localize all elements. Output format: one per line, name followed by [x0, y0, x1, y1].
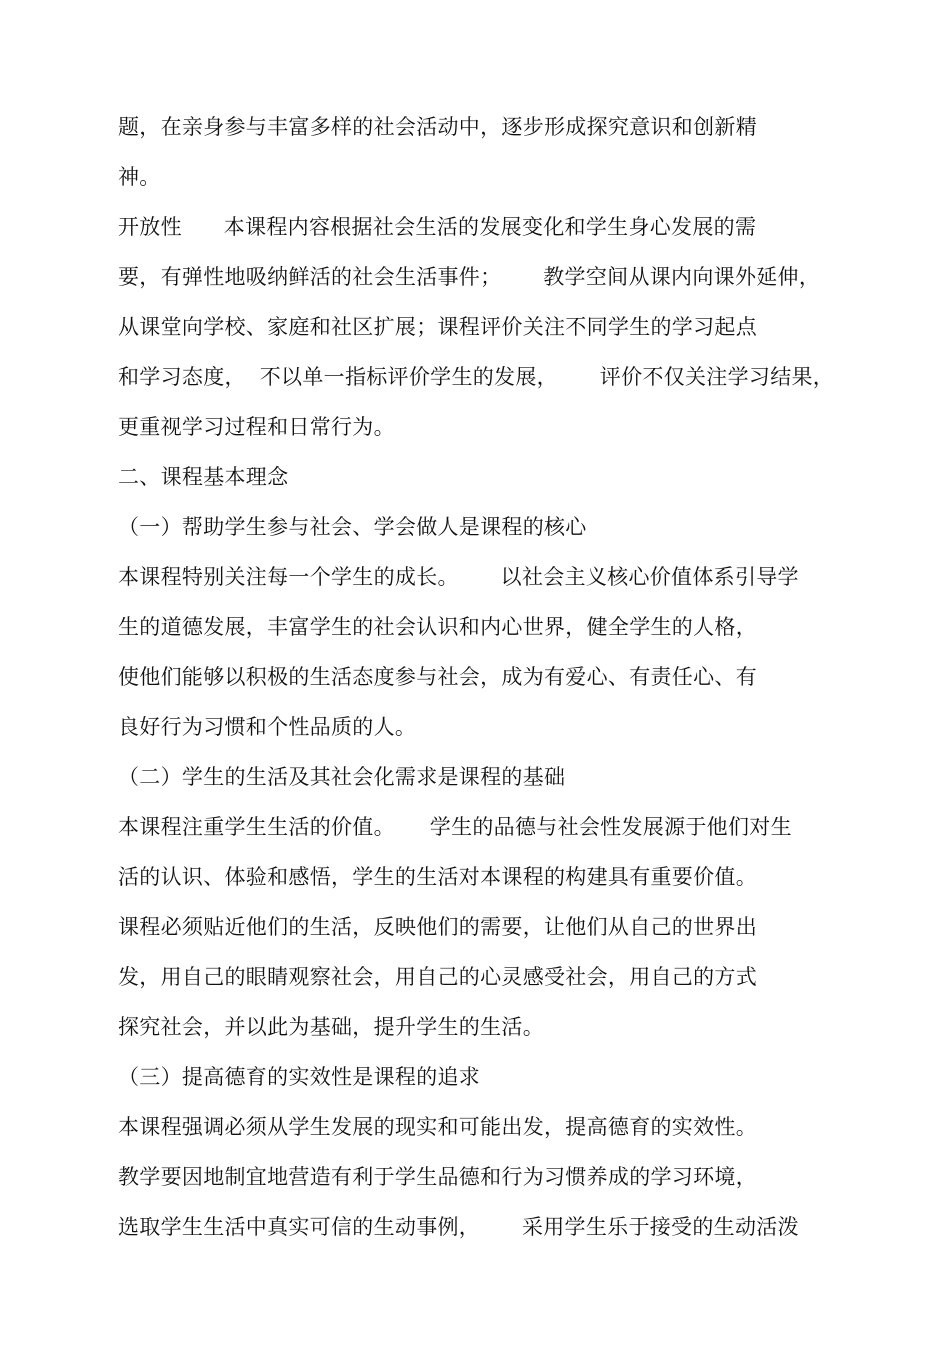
text-line: 和学习态度， 不以单一指标评价学生的发展， 评价不仅关注学习结果， [118, 365, 835, 389]
subsection-heading: （二）学生的生活及其社会化需求是课程的基础 [118, 765, 566, 789]
text-line: 发，用自己的眼睛观察社会，用自己的心灵感受社会，用自己的方式 [118, 965, 757, 989]
text-line: 神。 [118, 165, 161, 189]
subsection-heading: （三）提高德育的实效性是课程的追求 [118, 1065, 481, 1089]
section-heading: 二、课程基本理念 [118, 465, 289, 489]
text-line: 生的道德发展，丰富学生的社会认识和内心世界，健全学生的人格， [118, 615, 757, 639]
text-line: 更重视学习过程和日常行为。 [118, 415, 395, 439]
subsection-heading: （一）帮助学生参与社会、学会做人是课程的核心 [118, 515, 587, 539]
text-line: 从课堂向学校、家庭和社区扩展；课程评价关注不同学生的学习起点 [118, 315, 757, 339]
text-line: 要，有弹性地吸纳鲜活的社会生活事件； 教学空间从课内向课外延伸， [118, 265, 821, 289]
text-line: 课程必须贴近他们的生活，反映他们的需要，让他们从自己的世界出 [118, 915, 757, 939]
text-line: 本课程特别关注每一个学生的成长。 以社会主义核心价值体系引导学 [118, 565, 799, 589]
text-line: 良好行为习惯和个性品质的人。 [118, 715, 417, 739]
text-line: 本课程强调必须从学生发展的现实和可能出发，提高德育的实效性。 [118, 1115, 757, 1139]
text-line: 开放性 本课程内容根据社会生活的发展变化和学生身心发展的需 [118, 215, 757, 239]
text-line: 探究社会，并以此为基础，提升学生的生活。 [118, 1015, 544, 1039]
text-line: 本课程注重学生生活的价值。 学生的品德与社会性发展源于他们对生 [118, 815, 792, 839]
text-line: 题，在亲身参与丰富多样的社会活动中，逐步形成探究意识和创新精 [118, 115, 757, 139]
text-line: 活的认识、体验和感悟，学生的生活对本课程的构建具有重要价值。 [118, 865, 757, 889]
text-line: 选取学生生活中真实可信的生动事例， 采用学生乐于接受的生动活泼 [118, 1215, 799, 1239]
text-line: 使他们能够以积极的生活态度参与社会，成为有爱心、有责任心、有 [118, 665, 757, 689]
text-line: 教学要因地制宜地营造有利于学生品德和行为习惯养成的学习环境， [118, 1165, 757, 1189]
